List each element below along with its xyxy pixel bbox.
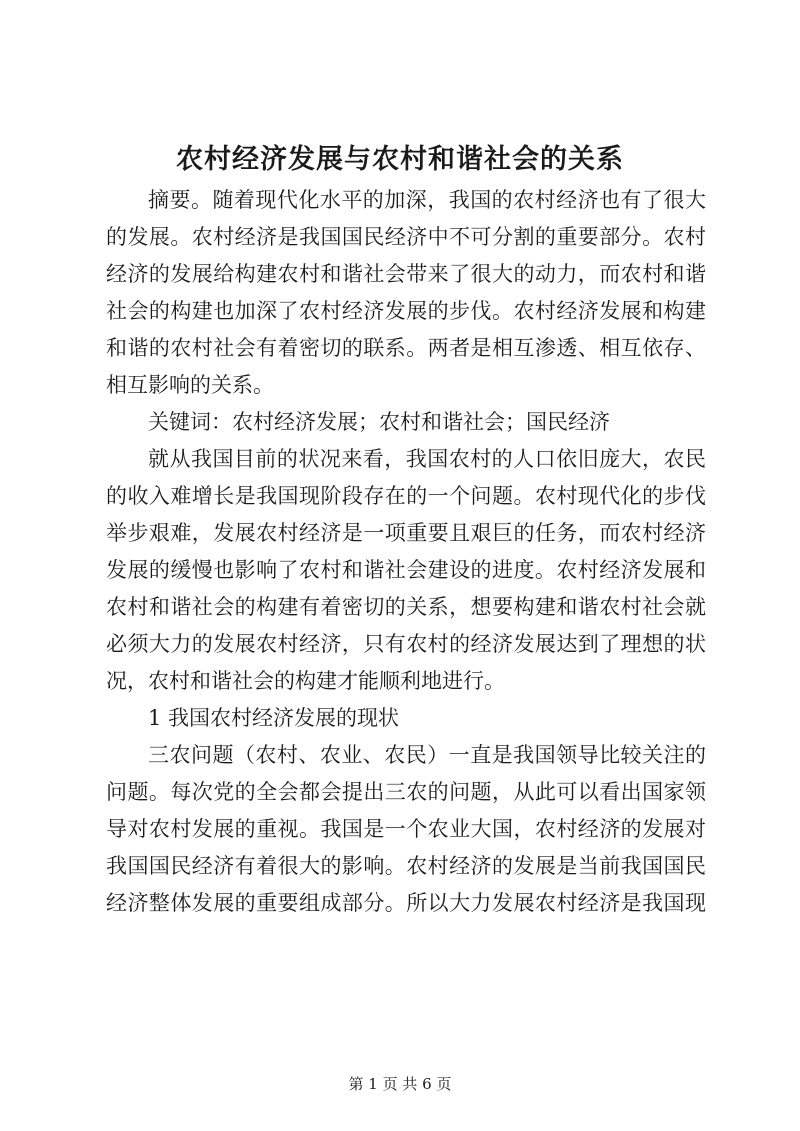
text-line: 农村和谐社会的构建有着密切的关系，想要构建和谐农村社会就 bbox=[106, 595, 706, 619]
text-line: 况，农村和谐社会的构建才能顺利地进行。 bbox=[106, 669, 505, 693]
text-line: 就从我国目前的状况来看，我国农村的人口依旧庞大，农民 bbox=[148, 447, 706, 471]
text-line: 我国国民经济有着很大的影响。农村经济的发展是当前我国国民 bbox=[106, 854, 706, 878]
document-title: 农村经济发展与农村和谐社会的关系 bbox=[176, 144, 624, 175]
text-line: 的发展。农村经济是我国国民经济中不可分割的重要部分。农村 bbox=[106, 225, 706, 249]
document-body bbox=[106, 182, 706, 922]
text-line: 社会的构建也加深了农村经济发展的步伐。农村经济发展和构建 bbox=[106, 299, 706, 323]
text-line: 的收入难增长是我国现阶段存在的一个问题。农村现代化的步伐 bbox=[106, 484, 706, 508]
text-line: 问题。每次党的全会都会提出三农的问题，从此可以看出国家领 bbox=[106, 780, 706, 804]
text-line: 相互影响的关系。 bbox=[106, 373, 274, 397]
page-footer: 第 1 页 共 6 页 bbox=[348, 1075, 452, 1093]
text-line: 经济的发展给构建农村和谐社会带来了很大的动力，而农村和谐 bbox=[106, 262, 706, 286]
text-line: 摘要。随着现代化水平的加深，我国的农村经济也有了很大 bbox=[148, 188, 706, 212]
text-line: 经济整体发展的重要组成部分。所以大力发展农村经济是我国现 bbox=[106, 891, 706, 915]
text-line: 关键词：农村经济发展；农村和谐社会；国民经济 bbox=[148, 410, 610, 434]
text-line: 三农问题（农村、农业、农民）一直是我国领导比较关注的 bbox=[148, 743, 706, 767]
text-line: 必须大力的发展农村经济，只有农村的经济发展达到了理想的状 bbox=[106, 632, 706, 656]
text-line: 发展的缓慢也影响了农村和谐社会建设的进度。农村经济发展和 bbox=[106, 558, 706, 582]
text-line: 1 我国农村经济发展的现状 bbox=[148, 706, 400, 730]
text-line: 举步艰难，发展农村经济是一项重要且艰巨的任务，而农村经济 bbox=[106, 521, 706, 545]
text-line: 导对农村发展的重视。我国是一个农业大国，农村经济的发展对 bbox=[106, 817, 706, 841]
text-line: 和谐的农村社会有着密切的联系。两者是相互渗透、相互依存、 bbox=[106, 336, 706, 360]
